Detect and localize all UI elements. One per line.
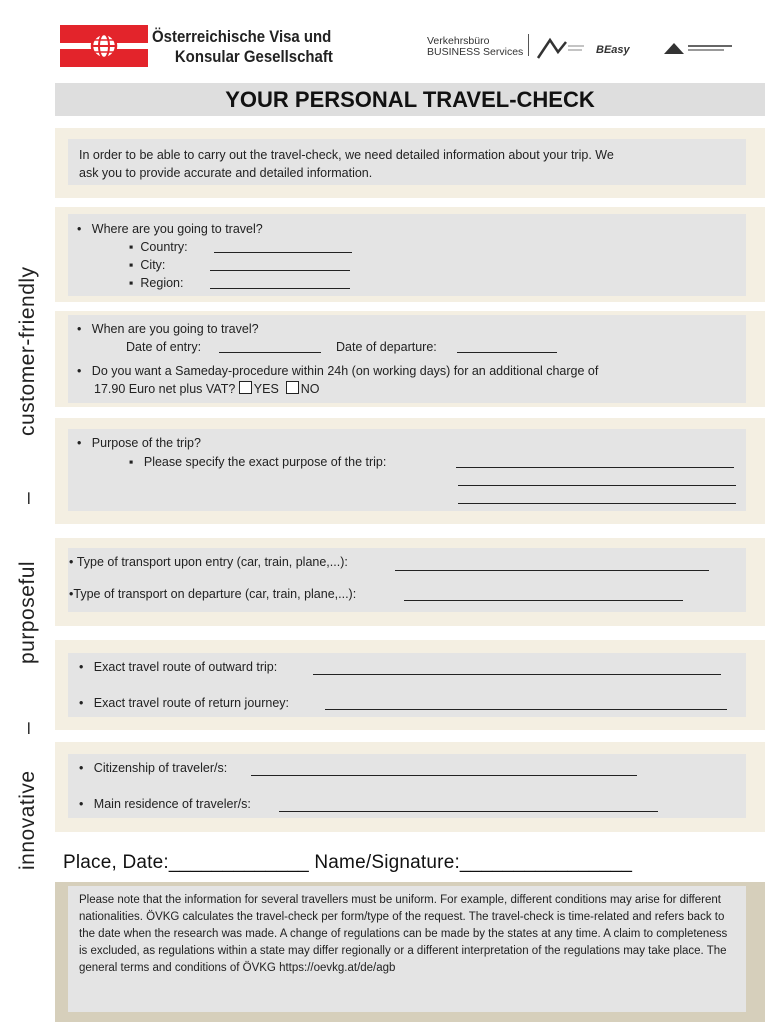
purpose-specify: ▪ Please specify the exact purpose of the trip: [129,455,387,469]
sameday-question-line1: Do you want a Sameday-procedure within 24h (on working days) for an additional charge of [91,364,599,378]
entry-date-label: Date of entry: [126,340,202,354]
side-word-customer-friendly: customer-friendly [16,266,39,436]
partner-mountain-logo [536,36,586,60]
transport-departure-text: Type of transport on departure (car, train, plane,...): [73,587,357,601]
citizenship-field[interactable] [251,775,637,776]
region-label-text: Region: [140,276,184,290]
region-label: ▪ Region: [129,276,184,290]
name-signature-field[interactable]: Name/Signature:________________ [314,852,633,873]
partner-beasy-logo: BEasy [596,44,630,56]
destination-question: • Where are you going to travel? [77,222,263,236]
partner-verkehrsbuero-line2: BUSINESS Services [427,46,524,58]
transport-entry-field[interactable] [395,570,709,571]
sameday-question-line2: 17.90 Euro net plus VAT? [94,382,236,396]
side-separator-1: – [16,491,39,504]
purpose-question: • Purpose of the trip? [77,436,201,450]
sameday-no-label: NO [300,382,320,396]
purpose-field-line2[interactable] [458,485,736,486]
transport-entry-text: Type of transport upon entry (car, train, plane,...): [76,555,348,569]
side-word-innovative: innovative [16,770,39,870]
route-return-field[interactable] [325,709,727,710]
entry-date-field[interactable] [219,352,321,353]
route-outward-field[interactable] [313,674,721,675]
purpose-field-line3[interactable] [458,503,736,504]
citizenship-text: Citizenship of traveler/s: [93,761,228,775]
partner-divider [528,34,529,56]
residence-field[interactable] [279,811,658,812]
purpose-question-text: Purpose of the trip? [91,436,201,450]
place-date-field[interactable]: Place, Date:_____________ [63,852,309,873]
residence-text: Main residence of traveler/s: [93,797,251,811]
dates-question: • When are you going to travel? [77,322,259,336]
country-label: ▪ Country: [129,240,188,254]
route-outward-label: • Exact travel route of outward trip: [79,660,278,674]
region-field[interactable] [210,288,350,289]
transport-departure-field[interactable] [404,600,683,601]
citizenship-label: • Citizenship of traveler/s: [79,761,228,775]
transport-departure-label: •Type of transport on departure (car, train, plane,...): [69,587,357,601]
intro-line2: ask you to provide accurate and detailed information. [79,166,373,180]
city-label: ▪ City: [129,258,166,272]
route-outward-text: Exact travel route of outward trip: [93,660,278,674]
sameday-no-checkbox[interactable] [286,381,299,394]
note-text: Please note that the information for several travellers must be uniform. For example, different conditions may arise for different nationalities. ÖVKG calculates the travel-check per form/type of the request. The travel-check is time-related and refers back to the date when the research was made. A change of regulations can be made by the states at any time. A claim to completeness is excluded, as regulations within a state may differ regionally or a different interpretation of the regulations may take place. The general terms and conditions of ÖVKG https://oevkg.at/de/agb [79,894,728,974]
city-field[interactable] [210,270,350,271]
purpose-specify-text: Please specify the exact purpose of the trip: [143,455,387,469]
sameday-yes-checkbox[interactable] [239,381,252,394]
route-return-text: Exact travel route of return journey: [93,696,290,710]
departure-date-field[interactable] [457,352,557,353]
residence-label: • Main residence of traveler/s: [79,797,251,811]
side-slogan [0,0,50,1024]
city-label-text: City: [140,258,166,272]
side-word-purposeful: purposeful [16,560,39,664]
ovkg-logo [60,25,148,67]
sameday-question: • Do you want a Sameday-procedure within 24h (on working days) for an additional charge of [77,364,599,378]
org-name [152,27,333,67]
org-name-line1: Österreichische Visa und [152,27,332,46]
country-label-text: Country: [140,240,188,254]
partner-verkehrsbuero-line1: Verkehrsbüro [427,35,490,47]
departure-date-label: Date of departure: [336,340,437,354]
partner-verkehrsbuero-group-logo [662,40,734,56]
org-name-line2: Konsular Gesellschaft [174,47,333,66]
transport-entry-label: • Type of transport upon entry (car, train, plane,...): [69,555,348,569]
partner-verkehrsbuero [427,36,523,58]
side-separator-2: – [16,721,39,734]
route-return-label: • Exact travel route of return journey: [79,696,290,710]
destination-question-text: Where are you going to travel? [91,222,263,236]
page-title: YOUR PERSONAL TRAVEL-CHECK [225,87,595,112]
signature-row [63,852,632,874]
dates-question-text: When are you going to travel? [91,322,259,336]
sameday-yes-label: YES [253,382,279,396]
country-field[interactable] [214,252,352,253]
intro-line1: In order to be able to carry out the travel-check, we need detailed information about your trip. We [79,148,614,162]
globe-icon [90,32,118,60]
sameday-question-line2-row [94,380,320,398]
purpose-field-line1[interactable] [456,467,734,468]
